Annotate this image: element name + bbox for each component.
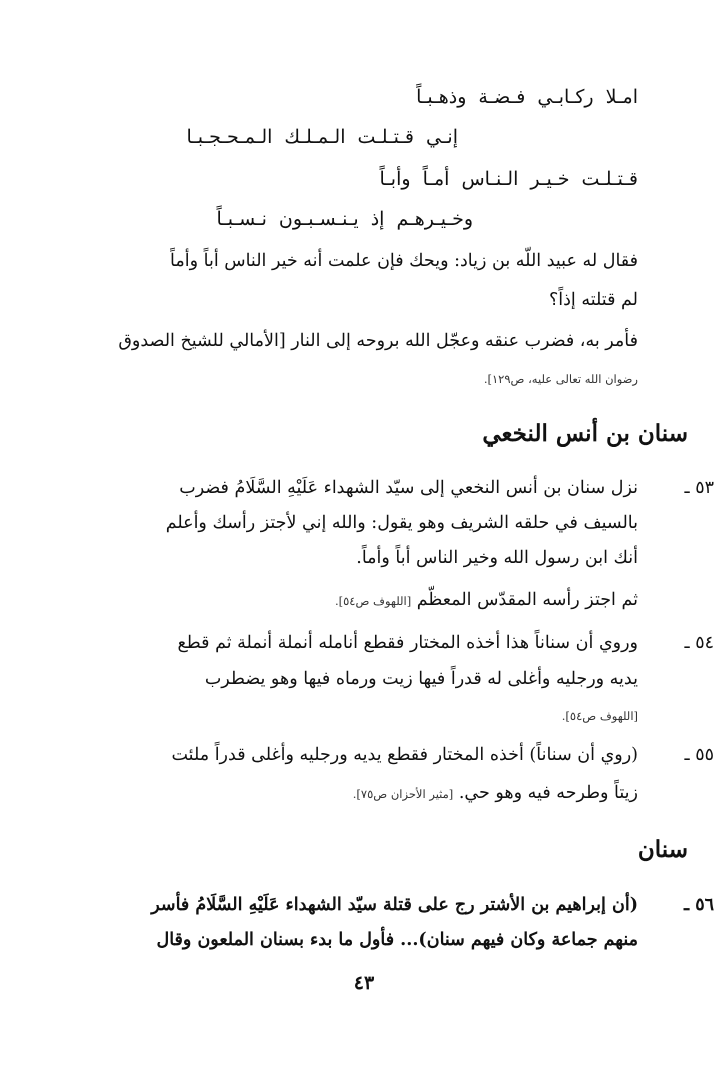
item-56-number: ٥٦ ـ (683, 895, 714, 915)
item-55-text: زيتاً وطرحه فيه وهو حي. (458, 783, 638, 803)
section-heading-sinan-ibn-anas: سنان بن أنس النخعي (482, 420, 688, 447)
page-number: ٤٣ (353, 972, 375, 994)
poem-line-4: وخـيـرهـم إذ يـنـسـبـون نـسـبـاً (216, 208, 473, 230)
item-53-text: ثم اجتز رأسه المقدّس المعظّم (416, 590, 638, 610)
order-text: فأمر به، فضرب عنقه وعجّل الله بروحه إلى النار [الأمالي للشيخ الصدوق (118, 331, 638, 351)
item-55-number: ٥٥ ـ (684, 745, 714, 765)
item-53-line-3: أنك ابن رسول الله وخير الناس أباً وأماً. (356, 548, 638, 568)
poem-line-3: قـتـلـت خـيـر الـنـاس أمـاً وأبـاً (379, 168, 638, 190)
item-54-source: [اللهوف ص٥٤]. (561, 709, 638, 723)
order-line (118, 331, 638, 351)
item-55-line-1: (روي أن سناناً) أخذه المختار فقطع يديه ورجليه وأغلى قدراً ملئت (171, 745, 638, 765)
item-56-line-1: (أن إبراهيم بن الأشتر رج على قتلة سيّد الشهداء عَلَيْهِ السَّلَامُ فأسر (151, 895, 638, 915)
poem-line-2: إنـي قـتـلـت الـمـلـك الـمـحـجـبـا (186, 126, 458, 148)
item-53-line-1: نزل سنان بن أنس النخعي إلى سيّد الشهداء عَلَيْهِ السَّلَامُ فضرب (179, 478, 638, 498)
item-54-line-2: يديه ورجليه وأغلى له قدراً فيها زيت ورماه فيها وهو يضطرب (204, 669, 638, 689)
item-53-line-4 (335, 590, 638, 610)
item-53-source: [اللهوف ص٥٤]. (334, 594, 412, 608)
order-source: رضوان الله تعالى عليه، ص١٢٩]. (483, 372, 638, 386)
reply-line-1: فقال له عبيد اللّه بن زياد: ويحك فإن علمت أنه خير الناس أباً وأماً (170, 251, 638, 271)
poem-line-1: امـلا ركـابـي فـضـة وذهـبـاً (416, 86, 638, 108)
reply-line-2: لم قتلته إذاً؟ (548, 290, 638, 310)
item-54-line-1: وروي أن سناناً هذا أخذه المختار فقطع أنامله أنملة أنملة ثم قطع (177, 633, 638, 653)
item-54-number: ٥٤ ـ (684, 633, 714, 653)
section-heading-sinan: سنان (637, 836, 688, 863)
item-55-source: [مثير الأحزان ص٧٥]. (352, 787, 454, 801)
item-55-line-2 (353, 783, 638, 803)
item-53-number: ٥٣ ـ (684, 478, 714, 498)
item-56-line-2: منهم جماعة وكان فيهم سنان)... فأول ما بدء بسنان الملعون وقال (156, 930, 638, 950)
item-53-line-2: بالسيف في حلقه الشريف وهو يقول: والله إني لأجتز رأسك وأعلم (165, 513, 638, 533)
